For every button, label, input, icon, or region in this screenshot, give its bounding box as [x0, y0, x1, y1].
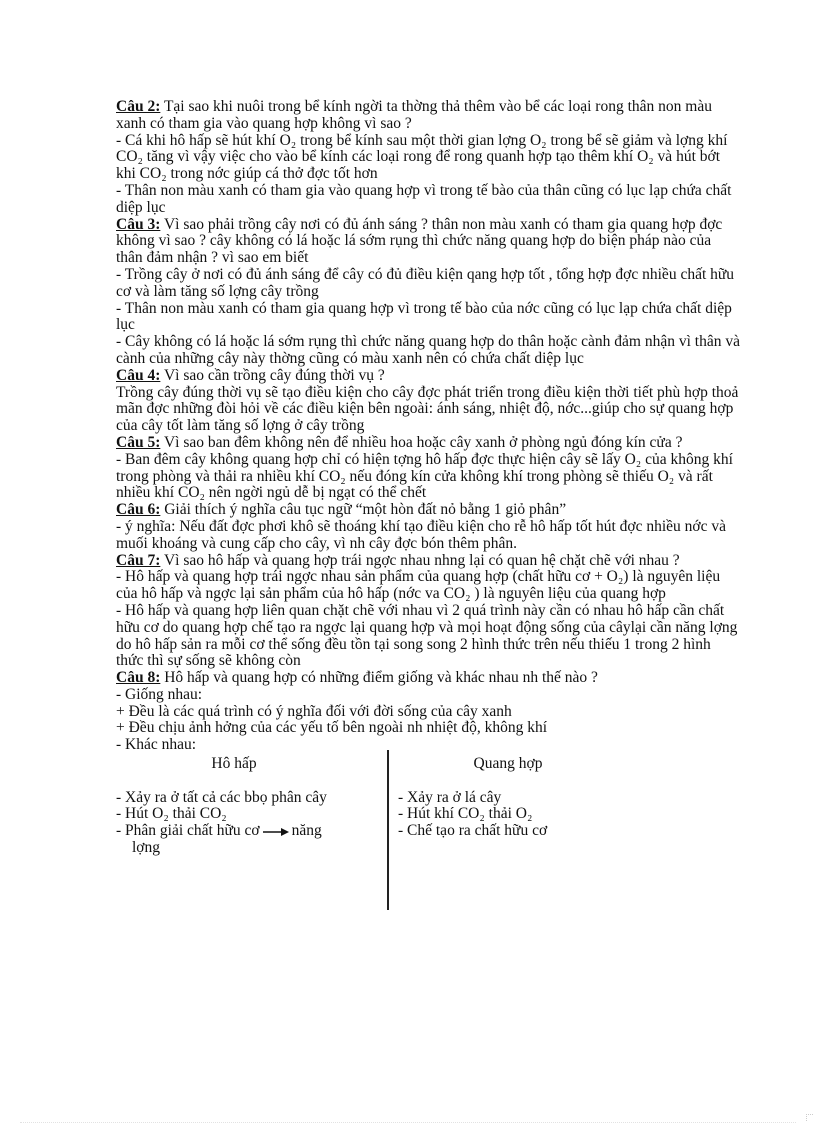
answer-paragraph: - Hô hấp và quang hợp trái ngợc nhau sản phẩm của quang hợp (chất hữu cơ + O₂) là nguyên liệu của hô hấp và ngợc lại sản phẩm của hô hấp (nớc va CO₂ ) là nguyên liệu của quang hợp	[116, 568, 721, 603]
document-page	[116, 99, 740, 914]
question-label: Câu 8:	[116, 669, 161, 687]
answer-paragraph: - Hô hấp và quang hợp liên quan chặt chẽ với nhau vì 2 quá trình này cần có nhau hô hấp cần chất hữu cơ do quang hợp chế tạo ra ngợc lại quang hợp và mọi hoạt động sống của câylại cần năng lợng do hô hấp sản ra mỗi cơ thể sống đều tồn tại song song 2 hình thức trên nếu thiếu 1 trong 2 hình thức thì sự sống sẽ không còn	[116, 601, 738, 670]
question-6	[116, 502, 740, 519]
comparison-table	[116, 756, 740, 914]
answer-paragraph: - Cây không có lá hoặc lá sớm rụng thì chức năng quang hợp do thân hoặc cành đảm nhận vì thân và cành của những cây này thờng cũng có màu xanh nên có chứa chất diệp lục	[116, 333, 740, 367]
question-5	[116, 435, 740, 452]
question-2	[116, 99, 740, 133]
question-text: Giải thích ý nghĩa câu tục ngữ “một hòn đất nỏ bằng 1 giỏ phân”	[160, 501, 567, 519]
comparison-item: - Hút O₂ thải CO₂	[116, 805, 227, 823]
question-label: Câu 7:	[116, 551, 161, 569]
question-7	[116, 553, 740, 570]
question-4	[116, 368, 740, 385]
comparison-item: - Xảy ra ở lá cây	[398, 788, 502, 806]
photosynthesis-column	[398, 756, 728, 840]
comparison-item: - Chế tạo ra chất hữu cơ	[398, 822, 548, 840]
answer-paragraph: - Thân non màu xanh có tham gia vào quang hợp vì trong tế bào của thân cũng có lục lạp chứa chất diệp lục	[116, 181, 732, 216]
page-corner-mark	[806, 1114, 813, 1121]
comparison-item: - Xảy ra ở tất cả các bbọ phân cây	[116, 788, 327, 806]
arrow-right-icon	[263, 827, 289, 837]
question-text: Vì sao hô hấp và quang hợp trái ngợc nhau nhng lại có quan hệ chặt chẽ với nhau ?	[160, 551, 680, 569]
question-text: Tại sao khi nuôi trong bể kính ngời ta thờng thả thêm vào bể các loại rong thân non màu xanh có tham gia vào quang hợp không vì sao ?	[116, 98, 712, 132]
answer-paragraph: - Thân non màu xanh có tham gia quang hợp vì trong tế bào của nớc cũng có lục lạp chứa chất diệp lục	[116, 299, 732, 334]
comparison-item-text: năng	[291, 822, 322, 840]
question-text: Vì sao cần trồng cây đúng thời vụ ?	[160, 366, 385, 384]
answer-paragraph: Trồng cây đúng thời vụ sẽ tạo điều kiện cho cây đợc phát triển trong điều kiện thời tiết phù hợp thoả mãn đợc những đòi hỏi về các điều kiện bên ngoài: ánh sáng, nhiệt độ, nớc...giúp cho sự quang hợp của cây tốt làm tăng số lợng ở cây trồng	[116, 383, 739, 435]
comparison-item: - Hút khí CO₂ thải O₂	[398, 805, 533, 823]
similarity-item: + Đều là các quá trình có ý nghĩa đối với đời sống của cây xanh	[116, 702, 512, 720]
comparison-item-continued: lợng	[132, 839, 161, 857]
similarities-heading: - Giống nhau:	[116, 685, 203, 703]
differences-heading: - Khác nhau:	[116, 736, 197, 754]
question-label: Câu 2:	[116, 98, 161, 115]
answer-paragraph: - Ban đêm cây không quang hợp chỉ có hiện tợng hô hấp đợc thực hiện cây sẽ lấy O₂ của không khí trong phòng và thải ra nhiều khí CO₂ nếu đóng kín cửa không khí trong phòng sẽ thiếu O₂ và rất nhiều khí CO₂ nên ngời ngủ dễ bị ngạt có thể chết	[116, 450, 733, 502]
question-label: Câu 3:	[116, 215, 161, 233]
answer-paragraph: - Cá khi hô hấp sẽ hút khí O₂ trong bể kính sau một thời gian lợng O₂ trong bể sẽ giảm và lợng khí CO₂ tăng vì vậy việc cho vào bể kính các loại rong để rong quanh hợp tạo thêm khí O₂ và hút bớt khi CO₂ trong nớc giúp cá thở đợc tốt hơn	[116, 131, 728, 183]
question-text: Vì sao phải trồng cây nơi có đủ ánh sáng ? thân non màu xanh có tham gia quang hợp đợc không vì sao ? cây không có lá hoặc lá sớm rụng thì chức năng quang hợp do biện pháp nào của thân đảm nhận ? vì sao em biết	[116, 215, 723, 267]
answer-paragraph: - ý nghĩa: Nếu đất đợc phơi khô sẽ thoáng khí tạo điều kiện cho rễ hô hấp tốt hút đợc nhiều nớc và muối khoáng và cung cấp cho cây, vì nh cây đợc bón thêm phân.	[116, 517, 727, 552]
question-label: Câu 5:	[116, 433, 161, 451]
question-text: Vì sao ban đêm không nên để nhiều hoa hoặc cây xanh ở phòng ngủ đóng kín cửa ?	[160, 433, 683, 451]
similarity-item: + Đều chịu ảnh hởng của các yếu tố bên ngoài nh nhiệt độ, không khí	[116, 719, 548, 737]
question-label: Câu 6:	[116, 501, 161, 519]
column-divider	[387, 750, 389, 910]
respiration-column	[116, 756, 384, 857]
comparison-item-text: - Phân giải chất hữu cơ	[116, 822, 260, 840]
question-3	[116, 217, 740, 267]
question-8	[116, 670, 740, 687]
column-header-respiration: Hô hấp	[211, 755, 257, 773]
comparison-item	[116, 823, 384, 840]
answer-paragraph: - Trồng cây ở nơi có đủ ánh sáng để cây có đủ điều kiện qang hợp tốt , tổng hợp đợc nhiều chất hữu cơ và làm tăng số lợng cây trồng	[116, 265, 735, 300]
column-header-photosynthesis: Quang hợp	[473, 755, 543, 773]
question-label: Câu 4:	[116, 366, 161, 384]
question-text: Hô hấp và quang hợp có những điểm giống và khác nhau nh thế nào ?	[160, 669, 598, 687]
